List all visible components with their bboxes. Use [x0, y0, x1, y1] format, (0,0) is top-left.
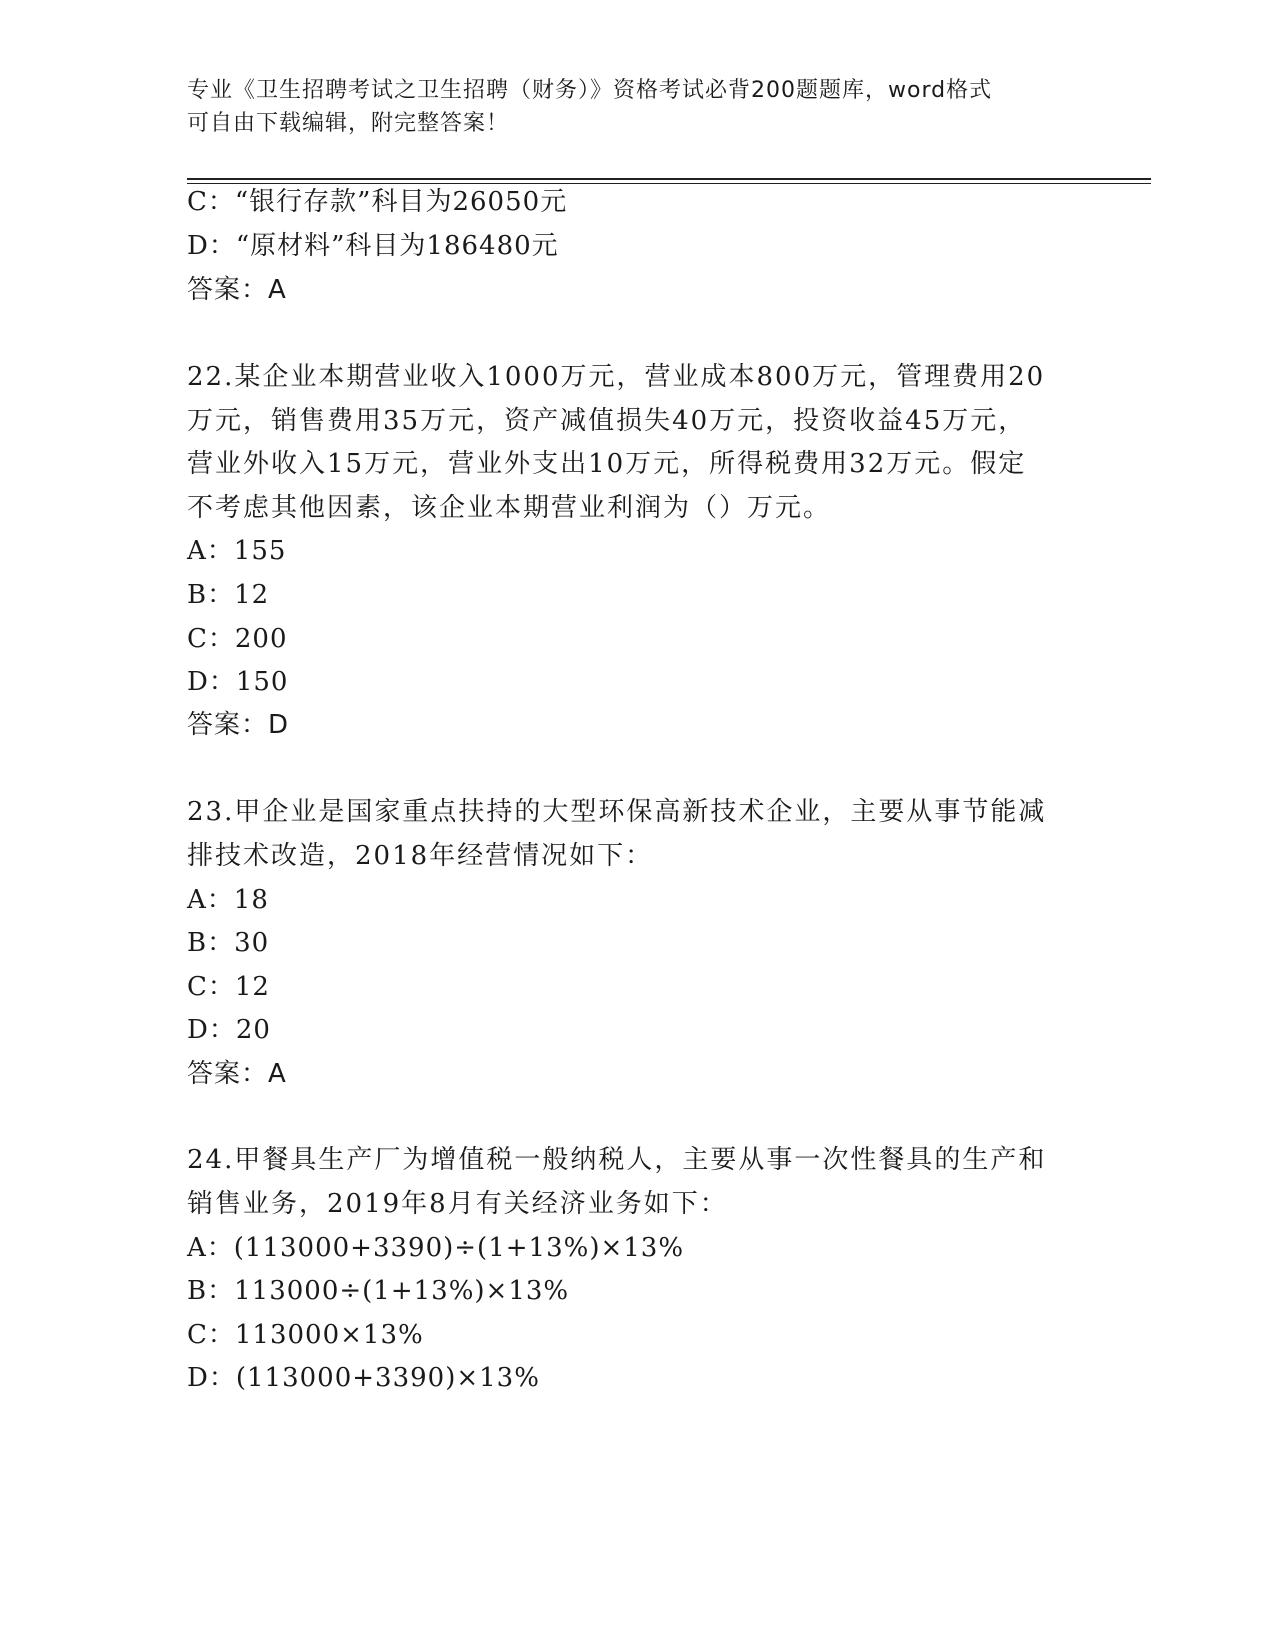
- prev-answer: 答案：A: [187, 275, 287, 305]
- q23-answer: 答案：A: [187, 1059, 287, 1089]
- q23-option-b: B：30: [187, 928, 270, 958]
- header-divider-thick: [187, 178, 1151, 180]
- q22-stem-line-3: 营业外收入15万元，营业外支出10万元，所得税费用32万元。假定: [187, 449, 1027, 479]
- q22-option-a: A：155: [187, 536, 287, 566]
- q22-stem-line-1: 22.某企业本期营业收入1000万元，营业成本800万元，管理费用20: [187, 362, 1046, 392]
- q22-option-c: C：200: [187, 624, 288, 654]
- q23-option-d: D：20: [187, 1015, 271, 1045]
- q22-stem-line-4: 不考虑其他因素，该企业本期营业利润为（）万元。: [187, 493, 832, 523]
- q24-option-d: D：(113000+3390)×13%: [187, 1363, 540, 1393]
- q24-option-a: A：(113000+3390)÷(1+13%)×13%: [187, 1233, 685, 1263]
- q23-stem-line-2: 排技术改造，2018年经营情况如下：: [187, 841, 654, 871]
- q23-stem-line-1: 23.甲企业是国家重点扶持的大型环保高新技术企业，主要从事节能减: [187, 797, 1047, 827]
- q23-option-c: C：12: [187, 972, 270, 1002]
- q22-answer: 答案：D: [187, 710, 290, 740]
- q24-option-b: B：113000÷(1+13%)×13%: [187, 1276, 570, 1306]
- q24-option-c: C：113000×13%: [187, 1320, 424, 1350]
- q24-stem-line-2: 销售业务，2019年8月有关经济业务如下：: [187, 1189, 728, 1219]
- prev-option-c: C：“银行存款”科目为26050元: [187, 187, 568, 217]
- header-line-1: 专业《卫生招聘考试之卫生招聘（财务）》资格考试必背200题题库，word格式: [187, 78, 993, 103]
- q23-option-a: A：18: [187, 885, 269, 915]
- q22-option-b: B：12: [187, 580, 270, 610]
- document-header: [187, 74, 1087, 140]
- q22-stem-line-2: 万元，销售费用35万元，资产减值损失40万元，投资收益45万元，: [187, 406, 1027, 436]
- q22-option-d: D：150: [187, 667, 289, 697]
- header-line-2: 可自由下载编辑，附完整答案！: [187, 111, 510, 136]
- prev-option-d: D：“原材料”科目为186480元: [187, 231, 559, 261]
- header-divider-thin: [187, 183, 1151, 184]
- q24-stem-line-1: 24.甲餐具生产厂为增值税一般纳税人，主要从事一次性餐具的生产和: [187, 1145, 1047, 1175]
